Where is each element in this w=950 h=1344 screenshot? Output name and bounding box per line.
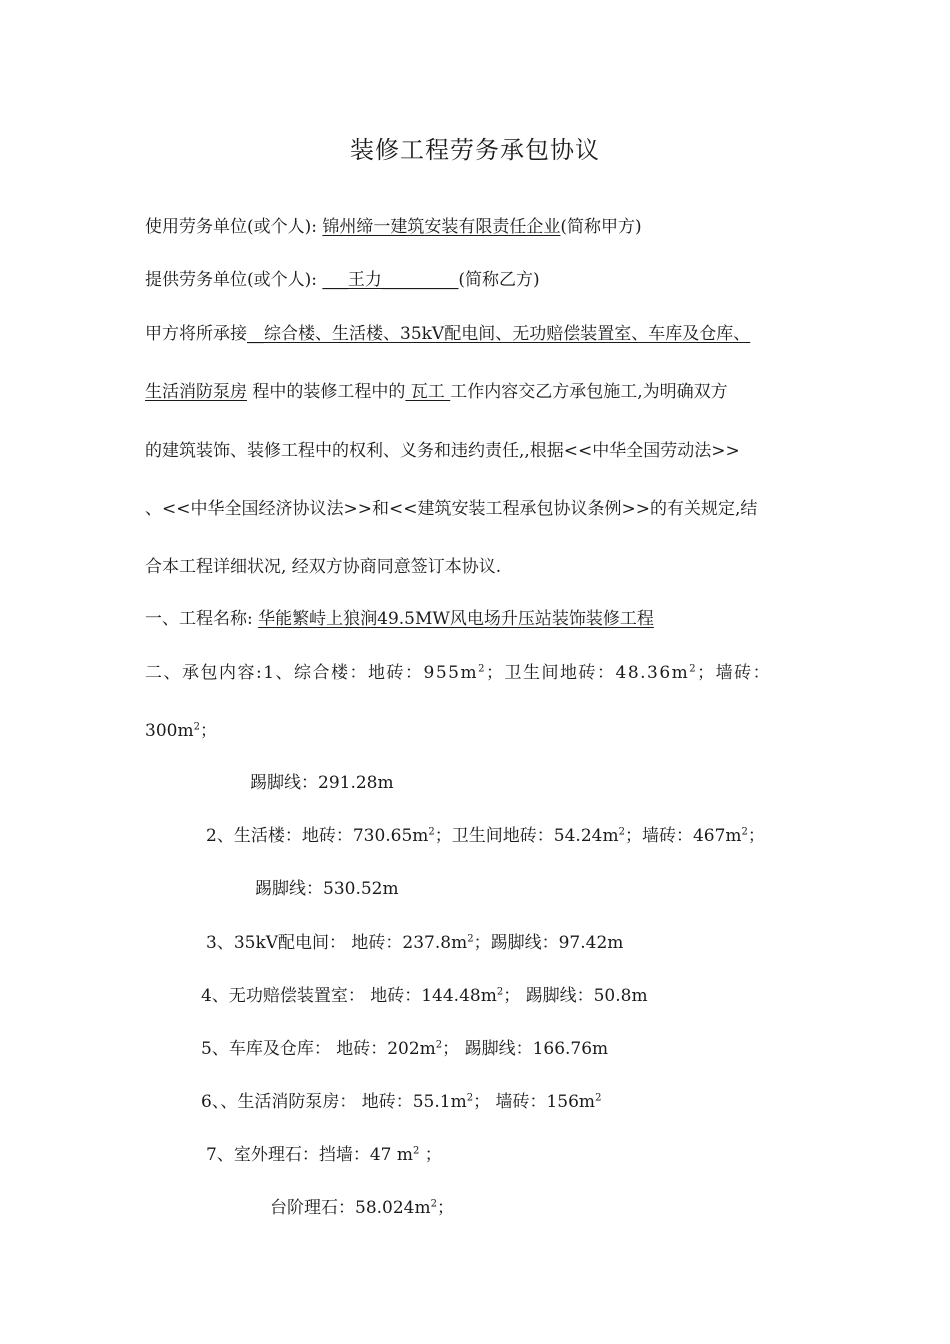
intro-line-3: 的建筑装饰、装修工程中的权利、义务和违约责任,,根据<<中华全国劳动法>> <box>145 441 740 461</box>
project-name-line <box>145 604 654 629</box>
superscript: 2 <box>467 933 474 945</box>
item1-skirting: 踢脚线：291.28m <box>250 773 394 793</box>
party-a-name: 锦州缔一建筑安装有限责任企业 <box>322 217 561 237</box>
item6-line <box>201 1087 601 1112</box>
item7-step-b: ； <box>436 1198 454 1218</box>
party-a-line <box>145 212 642 237</box>
superscript: 2 <box>466 1092 474 1104</box>
superscript: 2 <box>430 1198 437 1210</box>
item3-b: ；踢脚线：97.42m <box>473 933 624 953</box>
superscript: 2 <box>193 721 200 733</box>
item3-a: 3、35kV配电间： 地砖：237.8m <box>206 933 468 953</box>
item4-b: ； 踢脚线：50.8m <box>503 986 648 1006</box>
document-title: 装修工程劳务承包协议 <box>350 136 600 164</box>
intro-l2-underlined-2: 瓦工 <box>405 382 451 402</box>
party-a-label: 使用劳务单位(或个人): <box>145 217 323 237</box>
superscript: 2 <box>428 826 435 838</box>
item5-b: ； 踢脚线：166.76m <box>442 1039 609 1059</box>
item5-line <box>201 1034 608 1059</box>
item2-b: ；卫生间地砖：54.24m <box>434 826 619 846</box>
party-b-line <box>145 265 540 290</box>
item7-b: ； <box>419 1145 442 1165</box>
party-b-label: 提供劳务单位(或个人): <box>145 270 323 290</box>
intro-l1-pre: 甲方将所承接 <box>145 324 247 344</box>
item5-a: 5、车库及仓库： 地砖：202m <box>201 1039 436 1059</box>
item2-line <box>206 821 765 846</box>
scope-l1-a: 二、承包内容:1、综合楼：地砖：955m <box>145 663 479 683</box>
item7-a: 7、室外理石：挡墙：47 m <box>206 1145 413 1165</box>
item2-d: ； <box>747 826 765 846</box>
scope-l1-cont-b: ； <box>199 721 217 741</box>
item7-step-line <box>270 1193 454 1218</box>
superscript: 2 <box>595 1092 602 1104</box>
item6-a: 6、、生活消防泵房： 地砖：55.1m <box>201 1092 467 1112</box>
intro-line-1 <box>145 319 750 344</box>
superscript: 2 <box>412 1145 420 1157</box>
intro-l1-underlined: __综合楼、生活楼、35kV配电间、无功赔偿装置室、车库及仓库、 <box>247 324 751 344</box>
party-a-suffix: (简称甲方) <box>560 217 642 237</box>
scope-l1-c: ；墙砖： <box>697 663 772 683</box>
item2-a: 2、生活楼：地砖：730.65m <box>206 826 429 846</box>
item4-a: 4、无功赔偿装置室： 地砖：144.48m <box>201 986 497 1006</box>
item7-line <box>206 1140 442 1165</box>
superscript: 2 <box>618 826 625 838</box>
superscript: 2 <box>478 663 486 675</box>
scope-l1-cont: 300m <box>145 721 194 741</box>
intro-l2-underlined-1: 生活消防泵房 <box>145 382 247 402</box>
item3-line <box>206 928 623 953</box>
party-b-name: ___王力_________ <box>322 270 459 290</box>
scope-line-1-cont <box>145 716 217 741</box>
scope-l1-b: ；卫生间地砖：48.36m <box>486 663 690 683</box>
project-name: 华能繁峙上狼涧49.5MW风电场升压站装饰装修工程 <box>258 609 654 629</box>
superscript: 2 <box>435 1039 443 1051</box>
item2-skirting: 踢脚线：530.52m <box>255 879 399 899</box>
scope-line-1 <box>145 658 771 683</box>
intro-l2-mid: 程中的装修工程中的 <box>247 382 406 402</box>
intro-l2-post: 工作内容交乙方承包施工,为明确双方 <box>450 382 728 402</box>
item4-line <box>201 981 648 1006</box>
intro-line-5: 合本工程详细状况, 经双方协商同意签订本协议. <box>145 557 502 577</box>
superscript: 2 <box>496 986 504 998</box>
superscript: 2 <box>689 663 698 675</box>
item2-c: ；墙砖：467m <box>624 826 742 846</box>
item7-step-a: 台阶理石：58.024m <box>270 1198 431 1218</box>
intro-line-4: 、<<中华全国经济协议法>>和<<建筑安装工程承包协议条例>>的有关规定,结 <box>145 499 758 519</box>
intro-line-2 <box>145 377 728 402</box>
superscript: 2 <box>741 826 748 838</box>
item6-b: ； 墙砖：156m <box>473 1092 596 1112</box>
party-b-suffix: (简称乙方) <box>458 270 540 290</box>
project-label: 一、工程名称: <box>145 609 259 629</box>
